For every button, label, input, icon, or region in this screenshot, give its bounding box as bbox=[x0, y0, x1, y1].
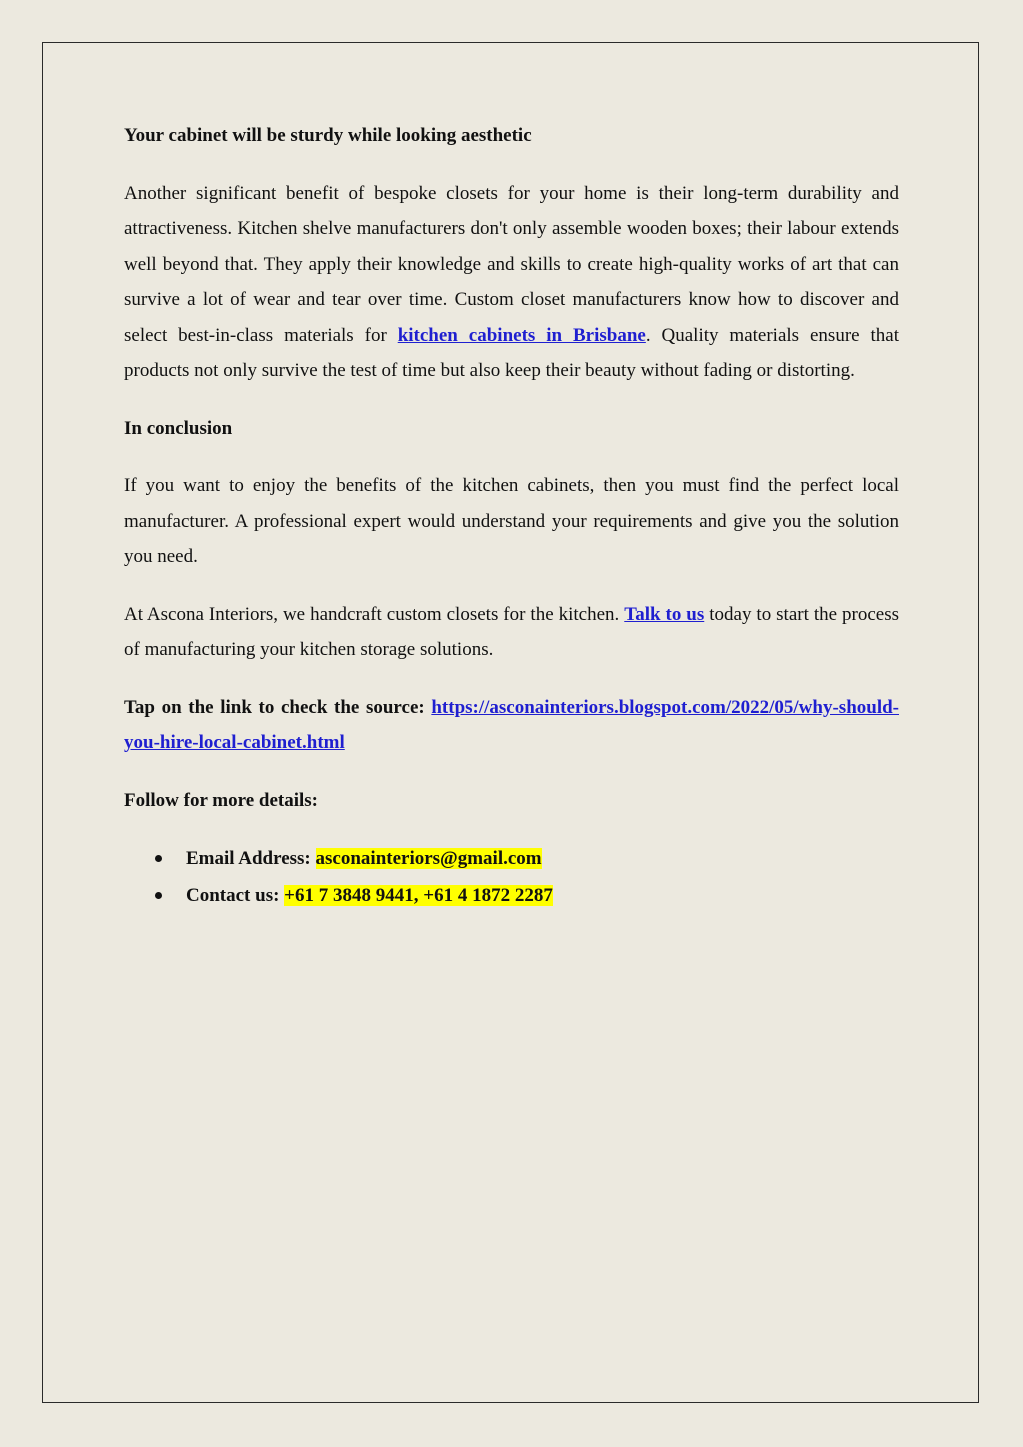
contact-details-list bbox=[124, 840, 899, 914]
list-item-phone bbox=[124, 877, 899, 914]
list-item-email bbox=[124, 840, 899, 877]
contact-text: At Ascona Interiors, we handcraft custom closets for the kitchen. bbox=[124, 603, 625, 625]
bullet-icon bbox=[155, 855, 162, 862]
email-label: Email Address: bbox=[186, 848, 316, 869]
durability-paragraph bbox=[124, 176, 899, 389]
bullet-icon bbox=[155, 892, 162, 899]
phone-label: Contact us: bbox=[186, 885, 285, 906]
source-paragraph bbox=[124, 690, 899, 761]
section-heading-sturdy: Your cabinet will be sturdy while looking aesthetic bbox=[124, 125, 532, 146]
phone-numbers: +61 7 3848 9441, +61 4 1872 2287 bbox=[284, 885, 553, 906]
email-address: asconainteriors@gmail.com bbox=[315, 848, 542, 869]
source-url-link[interactable]: https://asconainteriors.blogspot.com/2022/05/why-should-you-hire-local-cabinet.html bbox=[124, 696, 899, 753]
durability-text-end: . Quality materials ensure that products not only survive the test of time but also keep their beauty without fading or distorting. bbox=[124, 324, 899, 381]
conclusion-paragraph: If you want to enjoy the benefits of the kitchen cabinets, then you must find the perfect local manufacturer. A professional expert would understand your requirements and give you the solution you need. bbox=[124, 475, 899, 567]
source-label: Tap on the link to check the source: bbox=[124, 696, 432, 718]
follow-heading: Follow for more details: bbox=[124, 789, 319, 811]
contact-text-end: today to start the process of manufacturing your kitchen storage solutions. bbox=[124, 603, 900, 660]
document-body bbox=[124, 118, 899, 914]
section-heading-conclusion: In conclusion bbox=[124, 417, 233, 439]
talk-to-us-link[interactable]: Talk to us bbox=[624, 603, 705, 625]
kitchen-cabinets-brisbane-link[interactable]: kitchen cabinets in Brisbane bbox=[397, 324, 646, 346]
contact-paragraph bbox=[124, 597, 899, 668]
durability-text: Another significant benefit of bespoke closets for your home is their long-term durability and attractiveness. Kitchen shelve manufacturers don't only assemble wooden boxes; their labour extends well beyond that. They apply their knowledge and skills to create high-quality works of art that can survive a lot of wear and tear over time. Custom closet manufacturers know how to discover and select best-in-class materials for bbox=[124, 182, 899, 346]
